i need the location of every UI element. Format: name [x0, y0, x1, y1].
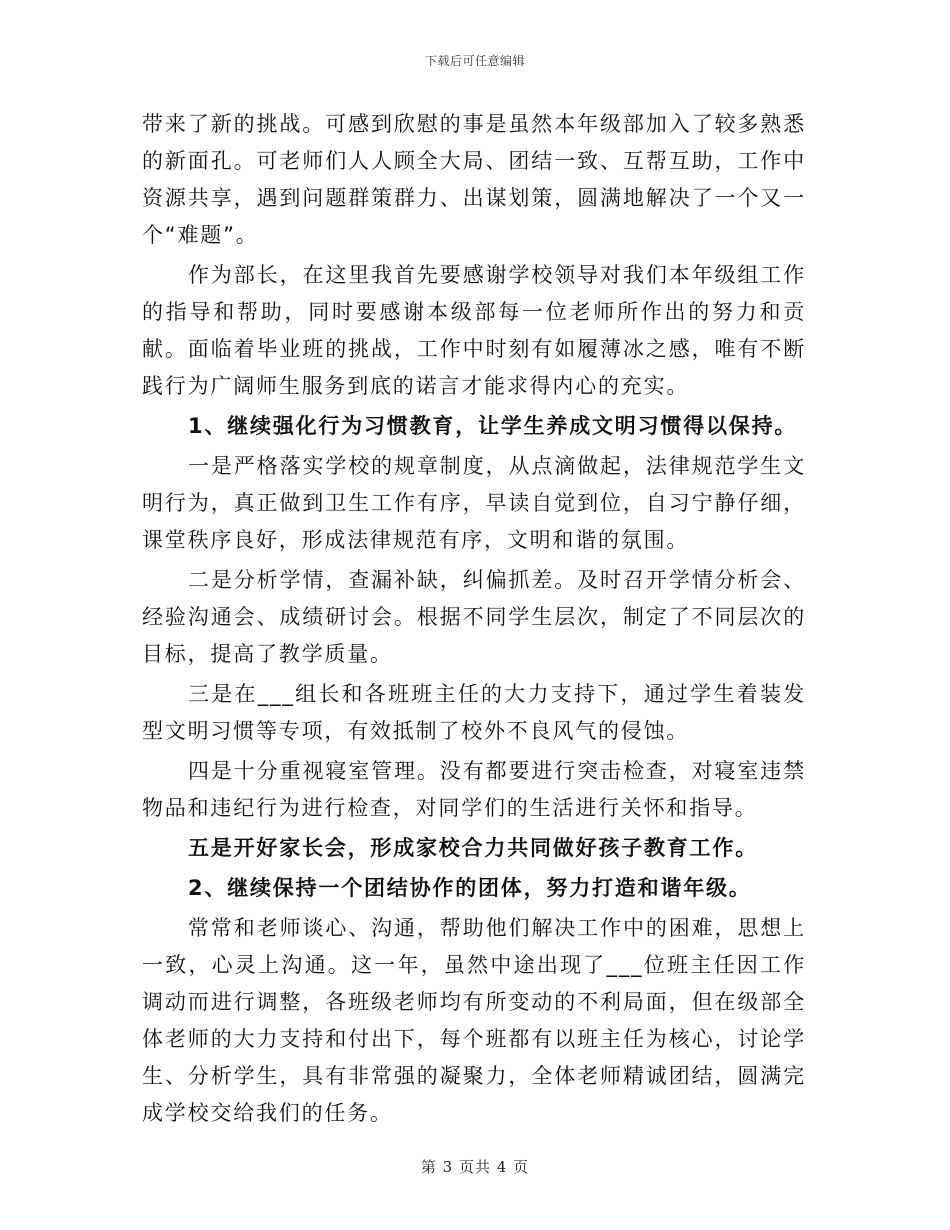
paragraph-continuation: 带来了新的挑战。可感到欣慰的事是虽然本年级部加入了较多熟悉的新面孔。可老师们人人顾全大局、团结一致、互帮互助，工作中资源共享，遇到问题群策群力、出谋划策，圆满地解决了一个又一个“难题”。 — [142, 112, 806, 247]
paragraph-item-3: 三是在___组长和各班班主任的大力支持下，通过学生着装发型文明习惯等专项，有效抵制了校外不良风气的侵蚀。 — [142, 682, 806, 743]
paragraph-team: 常常和老师谈心、沟通，帮助他们解决工作中的困难，思想上一致，心灵上沟通。这一年，虽然中途出现了___位班主任因工作调动而进行调整，各班级老师均有所变动的不利局面，但在级部全体老师的大力支持和付出下，每个班都有以班主任为核心，讨论学生、分析学生，具有非常强的凝聚力，全体老师精诚团结，圆满完成学校交给我们的任务。 — [142, 916, 806, 1125]
section-heading-1: 1、继续强化行为习惯教育，让学生养成文明习惯得以保持。 — [188, 414, 798, 438]
paragraph-item-5-bold: 五是开好家长会，形成家校合力共同做好孩子教育工作。 — [188, 836, 758, 860]
section-heading-2: 2、继续保持一个团结协作的团体，努力打造和谐年级。 — [188, 876, 752, 900]
page-header: 下载后可任意编辑 — [424, 54, 525, 68]
paragraph-item-1: 一是严格落实学校的规章制度，从点滴做起，法律规范学生文明行为，真正做到卫生工作有序，早读自觉到位，自习宁静仔细，课堂秩序良好，形成法律规范有序，文明和谐的氛围。 — [142, 454, 806, 552]
document-body — [142, 106, 806, 1135]
paragraph-thanks: 作为部长，在这里我首先要感谢学校领导对我们本年级组工作的指导和帮助，同时要感谢本级部每一位老师所作出的努力和贡献。面临着毕业班的挑战，工作中时刻有如履薄冰之感，唯有不断践行为广阔师生服务到底的诺言才能求得内心的充实。 — [142, 263, 806, 398]
paragraph-item-4: 四是十分重视寝室管理。没有都要进行突击检查，对寝室违禁物品和违纪行为进行检查，对同学们的生活进行关怀和指导。 — [142, 759, 806, 820]
paragraph-item-2: 二是分析学情，查漏补缺，纠偏抓差。及时召开学情分析会、经验沟通会、成绩研讨会。根据不同学生层次，制定了不同层次的目标，提高了教学质量。 — [142, 568, 806, 666]
page-number-footer: 第 3 页共 4 页 — [420, 1158, 530, 1176]
